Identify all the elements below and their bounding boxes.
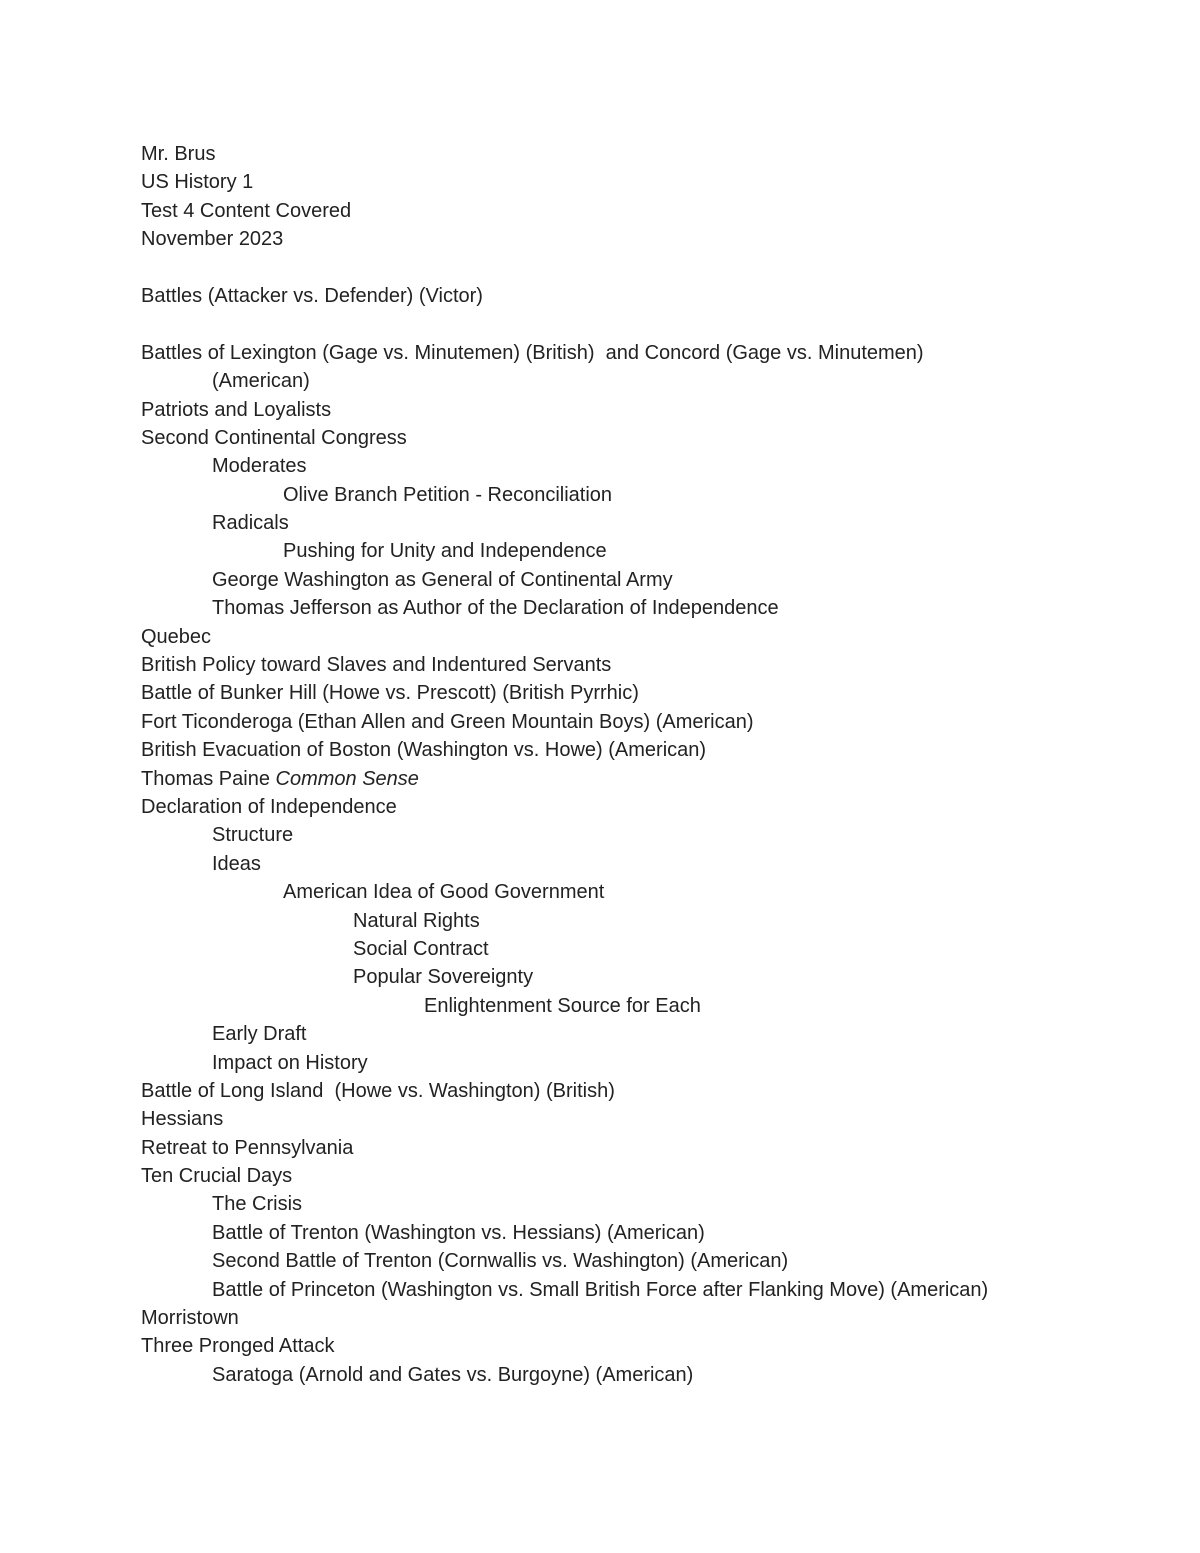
outline-item: British Policy toward Slaves and Indentured Servants [141,654,612,677]
outline-subitem: Second Battle of Trenton (Cornwallis vs. Washington) (American) [212,1250,789,1273]
outline-item: Patriots and Loyalists [141,398,332,421]
paine-title: Common Sense [275,767,419,790]
outline-item: Morristown [141,1307,239,1330]
teacher-name: Mr. Brus [141,143,216,165]
outline-subitem: Moderates [212,455,307,478]
blank-line [141,310,1151,338]
outline-subitem: Saratoga (Arnold and Gates vs. Burgoyne) (American) [212,1363,694,1386]
outline-subitem: Natural Rights [353,909,480,932]
blank-line [141,254,1151,282]
outline-item: (American) [212,370,310,393]
outline-subitem: American Idea of Good Government [283,881,605,904]
battle-format-legend: Battles (Attacker vs. Defender) (Victor) [141,284,483,307]
outline-item: Retreat to Pennsylvania [141,1136,354,1159]
outline-subitem: Pushing for Unity and Independence [283,540,607,563]
outline-subitem: Ideas [212,852,261,875]
outline-item: Battle of Bunker Hill (Howe vs. Prescott) (British Pyrrhic) [141,682,639,705]
outline-subitem: George Washington as General of Continental Army [212,568,673,591]
outline-item: Hessians [141,1108,224,1131]
outline-subitem: Early Draft [212,1023,307,1046]
outline-item: Quebec [141,625,212,648]
course-name: US History 1 [141,171,254,194]
paine-name: Thomas Paine [141,767,276,790]
outline-item: Three Pronged Attack [141,1335,335,1358]
outline-subitem: Impact on History [212,1051,368,1074]
outline-item: Battles of Lexington (Gage vs. Minutemen) (British) and Concord (Gage vs. Minutemen) [141,341,924,364]
outline-subitem: Olive Branch Petition - Reconciliation [283,483,613,506]
outline-subitem: Popular Sovereignty [353,966,534,989]
outline-subitem: Radicals [212,512,289,535]
outline-item: Second Continental Congress [141,426,407,449]
outline-item [141,765,1151,793]
outline-item: Fort Ticonderoga (Ethan Allen and Green Mountain Boys) (American) [141,710,754,733]
outline-subitem: The Crisis [212,1193,303,1216]
document-page [141,140,1151,1389]
outline-subitem: Battle of Trenton (Washington vs. Hessians) (American) [212,1221,705,1244]
document-date: November 2023 [141,228,284,251]
outline-subitem: Enlightenment Source for Each [424,994,701,1017]
outline-subitem: Thomas Jefferson as Author of the Declaration of Independence [212,597,779,620]
outline-item: British Evacuation of Boston (Washington vs. Howe) (American) [141,739,707,762]
outline-item: Battle of Long Island (Howe vs. Washington) (British) [141,1079,615,1102]
outline-subitem: Battle of Princeton (Washington vs. Small British Force after Flanking Move) (American) [212,1278,989,1301]
outline-item: Ten Crucial Days [141,1165,293,1188]
outline-item: Declaration of Independence [141,795,397,818]
outline-subitem: Social Contract [353,937,489,960]
outline-subitem: Structure [212,824,294,847]
document-title: Test 4 Content Covered [141,199,352,222]
